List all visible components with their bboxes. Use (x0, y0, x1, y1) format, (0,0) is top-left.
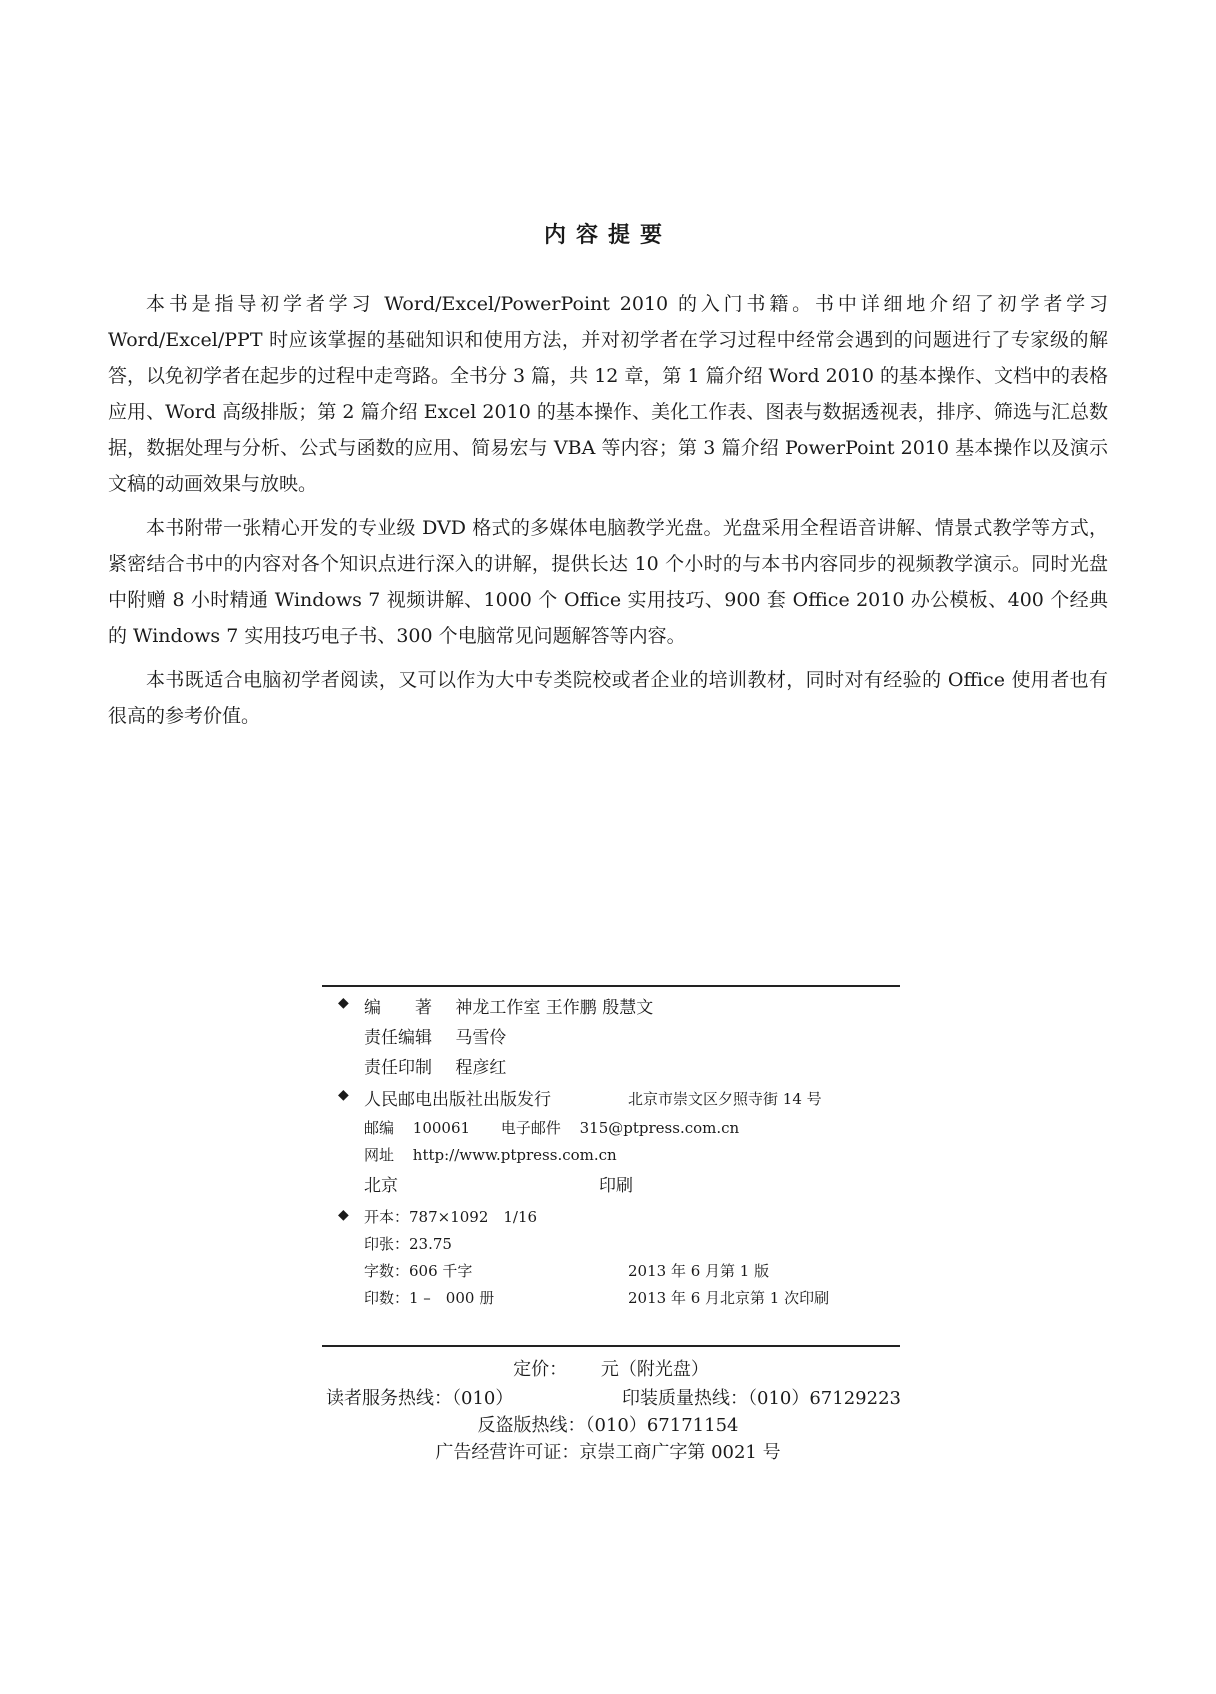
print-word: 印刷 (599, 1176, 633, 1196)
email: 315@ptpress.com.cn (579, 1119, 740, 1137)
price-value: 元（附光盘） (600, 1359, 709, 1380)
spec-printing-date: 2013 年 6 月北京第 1 次印刷 (628, 1289, 830, 1307)
city-text: 北京 (364, 1176, 398, 1196)
website-row (364, 1144, 617, 1165)
bottom-rule (322, 1345, 900, 1347)
postcode: 100061 (412, 1119, 471, 1137)
printing-label: 责任印制 (364, 1058, 432, 1078)
postcode-row (364, 1117, 739, 1138)
printing-row (364, 1053, 506, 1078)
summary-paragraph: 本书既适合电脑初学者阅读，又可以作为大中专类院校或者企业的培训教材，同时对有经验的 Office 使用者也有很高的参考价值。 (108, 669, 1108, 727)
page-title: 内容提要 (543, 223, 672, 248)
publisher-address: 北京市崇文区夕照寺街 14 号 (628, 1090, 822, 1108)
author-label: 编 著 (364, 998, 432, 1018)
publisher-row (364, 1085, 551, 1110)
authors: 神龙工作室 王作鹏 殷慧文 (455, 998, 654, 1018)
summary-paragraph: 本书附带一张精心开发的专业级 DVD 格式的多媒体电脑教学光盘。光盘采用全程语音讲解、情景式教学等方式，紧密结合书中的内容对各个知识点进行深入的讲解，提供长达 10 个小时的与本书内容同步的视频教学演示。同时光盘中附赠 8 小时精通 Windows 7 视频讲解、1000 个 Office 实用技巧、900 套 Office 2010 办公模板、400 个经典的 Windows 7 实用技巧电子书、300 个电脑常见问题解答等内容。 (108, 517, 1108, 647)
diamond-bullet-icon: ◆ (338, 1207, 349, 1223)
summary-section (108, 286, 1108, 742)
price-label: 定价： (513, 1359, 568, 1380)
website: http://www.ptpress.com.cn (412, 1146, 617, 1164)
editor-name: 马雪伶 (455, 1028, 507, 1048)
reader-service-hotline: 读者服务热线：（010） (326, 1388, 514, 1409)
postcode-label: 邮编 (364, 1119, 395, 1137)
editor-row (364, 1023, 506, 1048)
email-label: 电子邮件 (500, 1119, 561, 1137)
author-row (364, 993, 653, 1018)
anti-piracy-hotline: 反盗版热线：（010）67171154 (477, 1415, 739, 1436)
printing-name: 程彦红 (455, 1058, 507, 1078)
summary-paragraph: 本书是指导初学者学习 Word/Excel/PowerPoint 2010 的入门书籍。书中详细地介绍了初学者学习 Word/Excel/PPT 时应该掌握的基础知识和使用方法，并对初学者在学习过程中经常会遇到的问题进行了专家级的解答，以免初学者在起步的过程中走弯路。全书分 3 篇，共 12 章，第 1 篇介绍 Word 2010 的基本操作、文档中的表格应用、Word 高级排版；第 2 篇介绍 Excel 2010 的基本操作、美化工作表、图表与数据透视表，排序、筛选与汇总数据，数据处理与分析、公式与函数的应用、简易宏与 VBA 等内容；第 3 篇介绍 PowerPoint 2010 基本操作以及演示文稿的动画效果与放映。 (108, 293, 1108, 495)
ad-license: 广告经营许可证：京崇工商广字第 0021 号 (435, 1442, 781, 1463)
website-label: 网址 (364, 1146, 395, 1164)
print-quality-hotline: 印装质量热线：（010）67129223 (622, 1388, 901, 1409)
publisher-name: 人民邮电出版社出版发行 (364, 1090, 551, 1110)
top-rule (322, 985, 900, 987)
diamond-bullet-icon: ◆ (338, 995, 349, 1011)
diamond-bullet-icon: ◆ (338, 1087, 349, 1103)
spec-edition: 2013 年 6 月第 1 版 (628, 1262, 770, 1280)
price-row (322, 1355, 900, 1381)
spec-words: 字数：606 千字 (364, 1262, 473, 1280)
spec-sheets: 印张：23.75 (364, 1235, 452, 1253)
spec-copies: 印数：1 – 000 册 (364, 1289, 495, 1307)
editor-label: 责任编辑 (364, 1028, 432, 1048)
spec-format: 开本：787×1092 1/16 (364, 1208, 538, 1226)
